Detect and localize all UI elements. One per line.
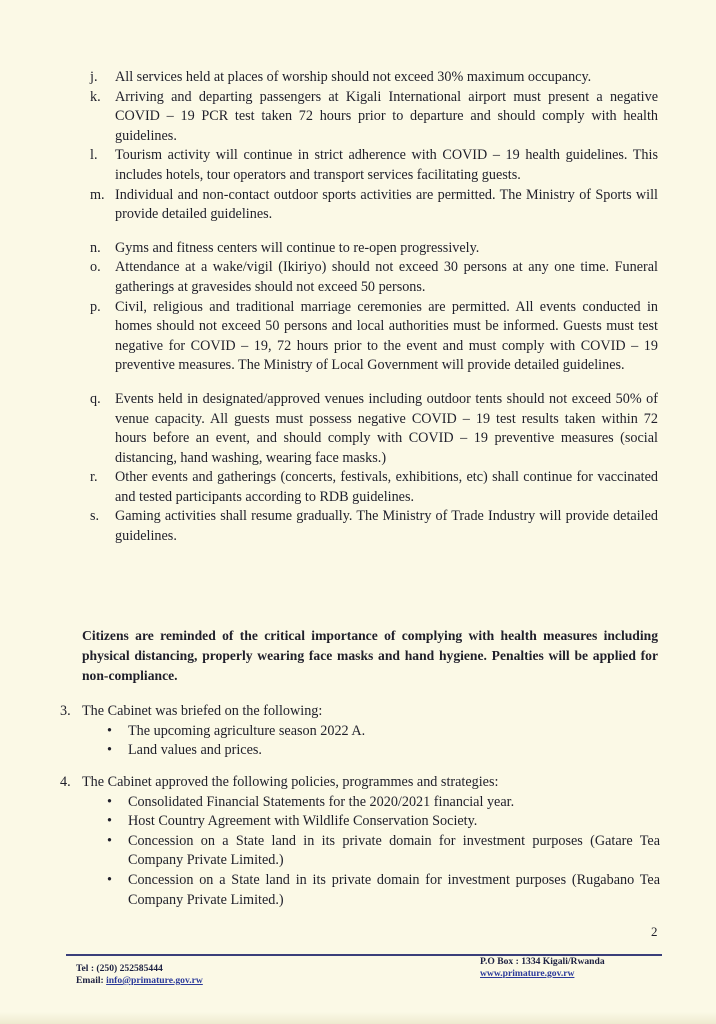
list-item-r: [90, 468, 658, 507]
bullet-text: The upcoming agriculture season 2022 A.: [128, 722, 366, 739]
bullet-icon: •: [107, 793, 112, 810]
item-text: Events held in designated/approved venues including outdoor tents should not exceed 50% of venue capacity. All guests must possess negative COVID – 19 test results taken within 72 hours before an event, and should comply with COVID – 19 preventive measures (social distancing, hand washing, wearing face masks.): [115, 390, 658, 466]
bullet-icon: •: [107, 813, 112, 830]
item-marker: r.: [90, 469, 98, 486]
bullet-item: [107, 812, 660, 832]
bullet-list: [60, 793, 660, 911]
item-marker: p.: [90, 298, 101, 315]
item-marker: n.: [90, 239, 101, 256]
item-text: Arriving and departing passengers at Kigali International airport must present a negative COVID – 19 PCR test taken 72 hours prior to departure and should comply with health guidelines.: [115, 88, 658, 144]
list-item-l: [90, 146, 658, 185]
item-text: Tourism activity will continue in strict adherence with COVID – 19 health guidelines. This includes hotels, tour operators and transport services facilitating guests.: [115, 147, 658, 183]
bullet-icon: •: [107, 871, 112, 888]
list-item-k: [90, 88, 658, 147]
bullet-item: [107, 741, 660, 761]
item-marker: o.: [90, 259, 101, 276]
footer-email-label: Email:: [76, 975, 107, 986]
bullet-icon: •: [107, 832, 112, 849]
bullet-text: Host Country Agreement with Wildlife Conservation Society.: [128, 813, 478, 830]
item-marker: m.: [90, 186, 105, 203]
footer-tel: Tel : (250) 252585444: [76, 963, 163, 974]
item-text: Gaming activities shall resume gradually. The Ministry of Trade Industry will provide detailed guidelines.: [115, 508, 658, 545]
item-text: Individual and non-contact outdoor sports activities are permitted. The Ministry of Sports will provide detailed guidelines.: [115, 186, 658, 223]
item-marker: l.: [90, 147, 98, 164]
item-text: Civil, religious and traditional marriage ceremonies are permitted. All events conducted in homes should not exceed 50 persons and local authorities must be informed. Guests must test negative for COVID – 19, 72 hours prior to the event and must comply with COVID – 19 preventive measures. The Ministry of Local Government will provide detailed guidelines.: [115, 298, 658, 374]
measures-list: [90, 68, 658, 547]
page-number: 2: [651, 924, 658, 939]
item-text: Attendance at a wake/vigil (Ikiriyo) should not exceed 30 persons at any one time. Funeral gatherings at gravesides should not exceed 50 persons.: [115, 259, 658, 295]
footer-po-box: P.O Box : 1334 Kigali/Rwanda: [480, 956, 605, 967]
item-marker: s.: [90, 508, 100, 525]
list-item-o: [90, 258, 658, 297]
footer-contact: [76, 963, 203, 987]
item-marker: k.: [90, 88, 101, 105]
list-item-j: [90, 68, 658, 88]
compliance-reminder: Citizens are reminded of the critical importance of complying with health measures including physical distancing, properly wearing face masks and hand hygiene. Penalties will be applied for non-compliance.: [82, 628, 658, 683]
list-item-m: [90, 186, 658, 225]
bullet-text: Concession on a State land in its private domain for investment purposes (Gatare Tea Company Private Limited.): [128, 832, 660, 869]
bullet-text: Consolidated Financial Statements for the 2020/2021 financial year.: [128, 793, 515, 810]
footer-address: [480, 956, 605, 980]
footer-email-line: [76, 975, 203, 987]
list-item-q: [90, 390, 658, 468]
page-edge-shadow: [0, 1012, 716, 1024]
section-4: [60, 773, 660, 910]
website-link[interactable]: www.primature.gov.rw: [480, 968, 575, 979]
section-heading-text: The Cabinet approved the following policies, programmes and strategies:: [82, 774, 499, 790]
section-heading: [60, 773, 660, 793]
item-text: All services held at places of worship should not exceed 30% maximum occupancy.: [115, 69, 592, 85]
item-text: Gyms and fitness centers will continue to re-open progressively.: [115, 239, 480, 256]
item-marker: j.: [90, 69, 98, 85]
item-text: Other events and gatherings (concerts, festivals, exhibitions, etc) shall continue for vaccinated and tested participants according to RDB guidelines.: [115, 469, 658, 505]
bullet-item: [107, 871, 660, 910]
section-heading: [60, 702, 660, 722]
bullet-text: Concession on a State land in its private domain for investment purposes (Rugabano Tea Company Private Limited.): [128, 871, 660, 908]
list-item-n: [90, 239, 658, 259]
list-item-p: [90, 298, 658, 376]
bullet-icon: •: [107, 722, 112, 739]
section-number: 4.: [60, 774, 71, 790]
bullet-list: [60, 722, 660, 761]
item-marker: q.: [90, 390, 101, 407]
bullet-item: [107, 793, 660, 813]
bullet-icon: •: [107, 742, 112, 759]
section-3: [60, 702, 660, 761]
section-heading-text: The Cabinet was briefed on the following:: [82, 703, 323, 719]
email-link[interactable]: info@primature.gov.rw: [106, 975, 203, 986]
section-number: 3.: [60, 703, 71, 719]
bullet-item: [107, 832, 660, 871]
bullet-item: [107, 722, 660, 742]
bullet-text: Land values and prices.: [128, 742, 262, 759]
list-item-s: [90, 507, 658, 546]
